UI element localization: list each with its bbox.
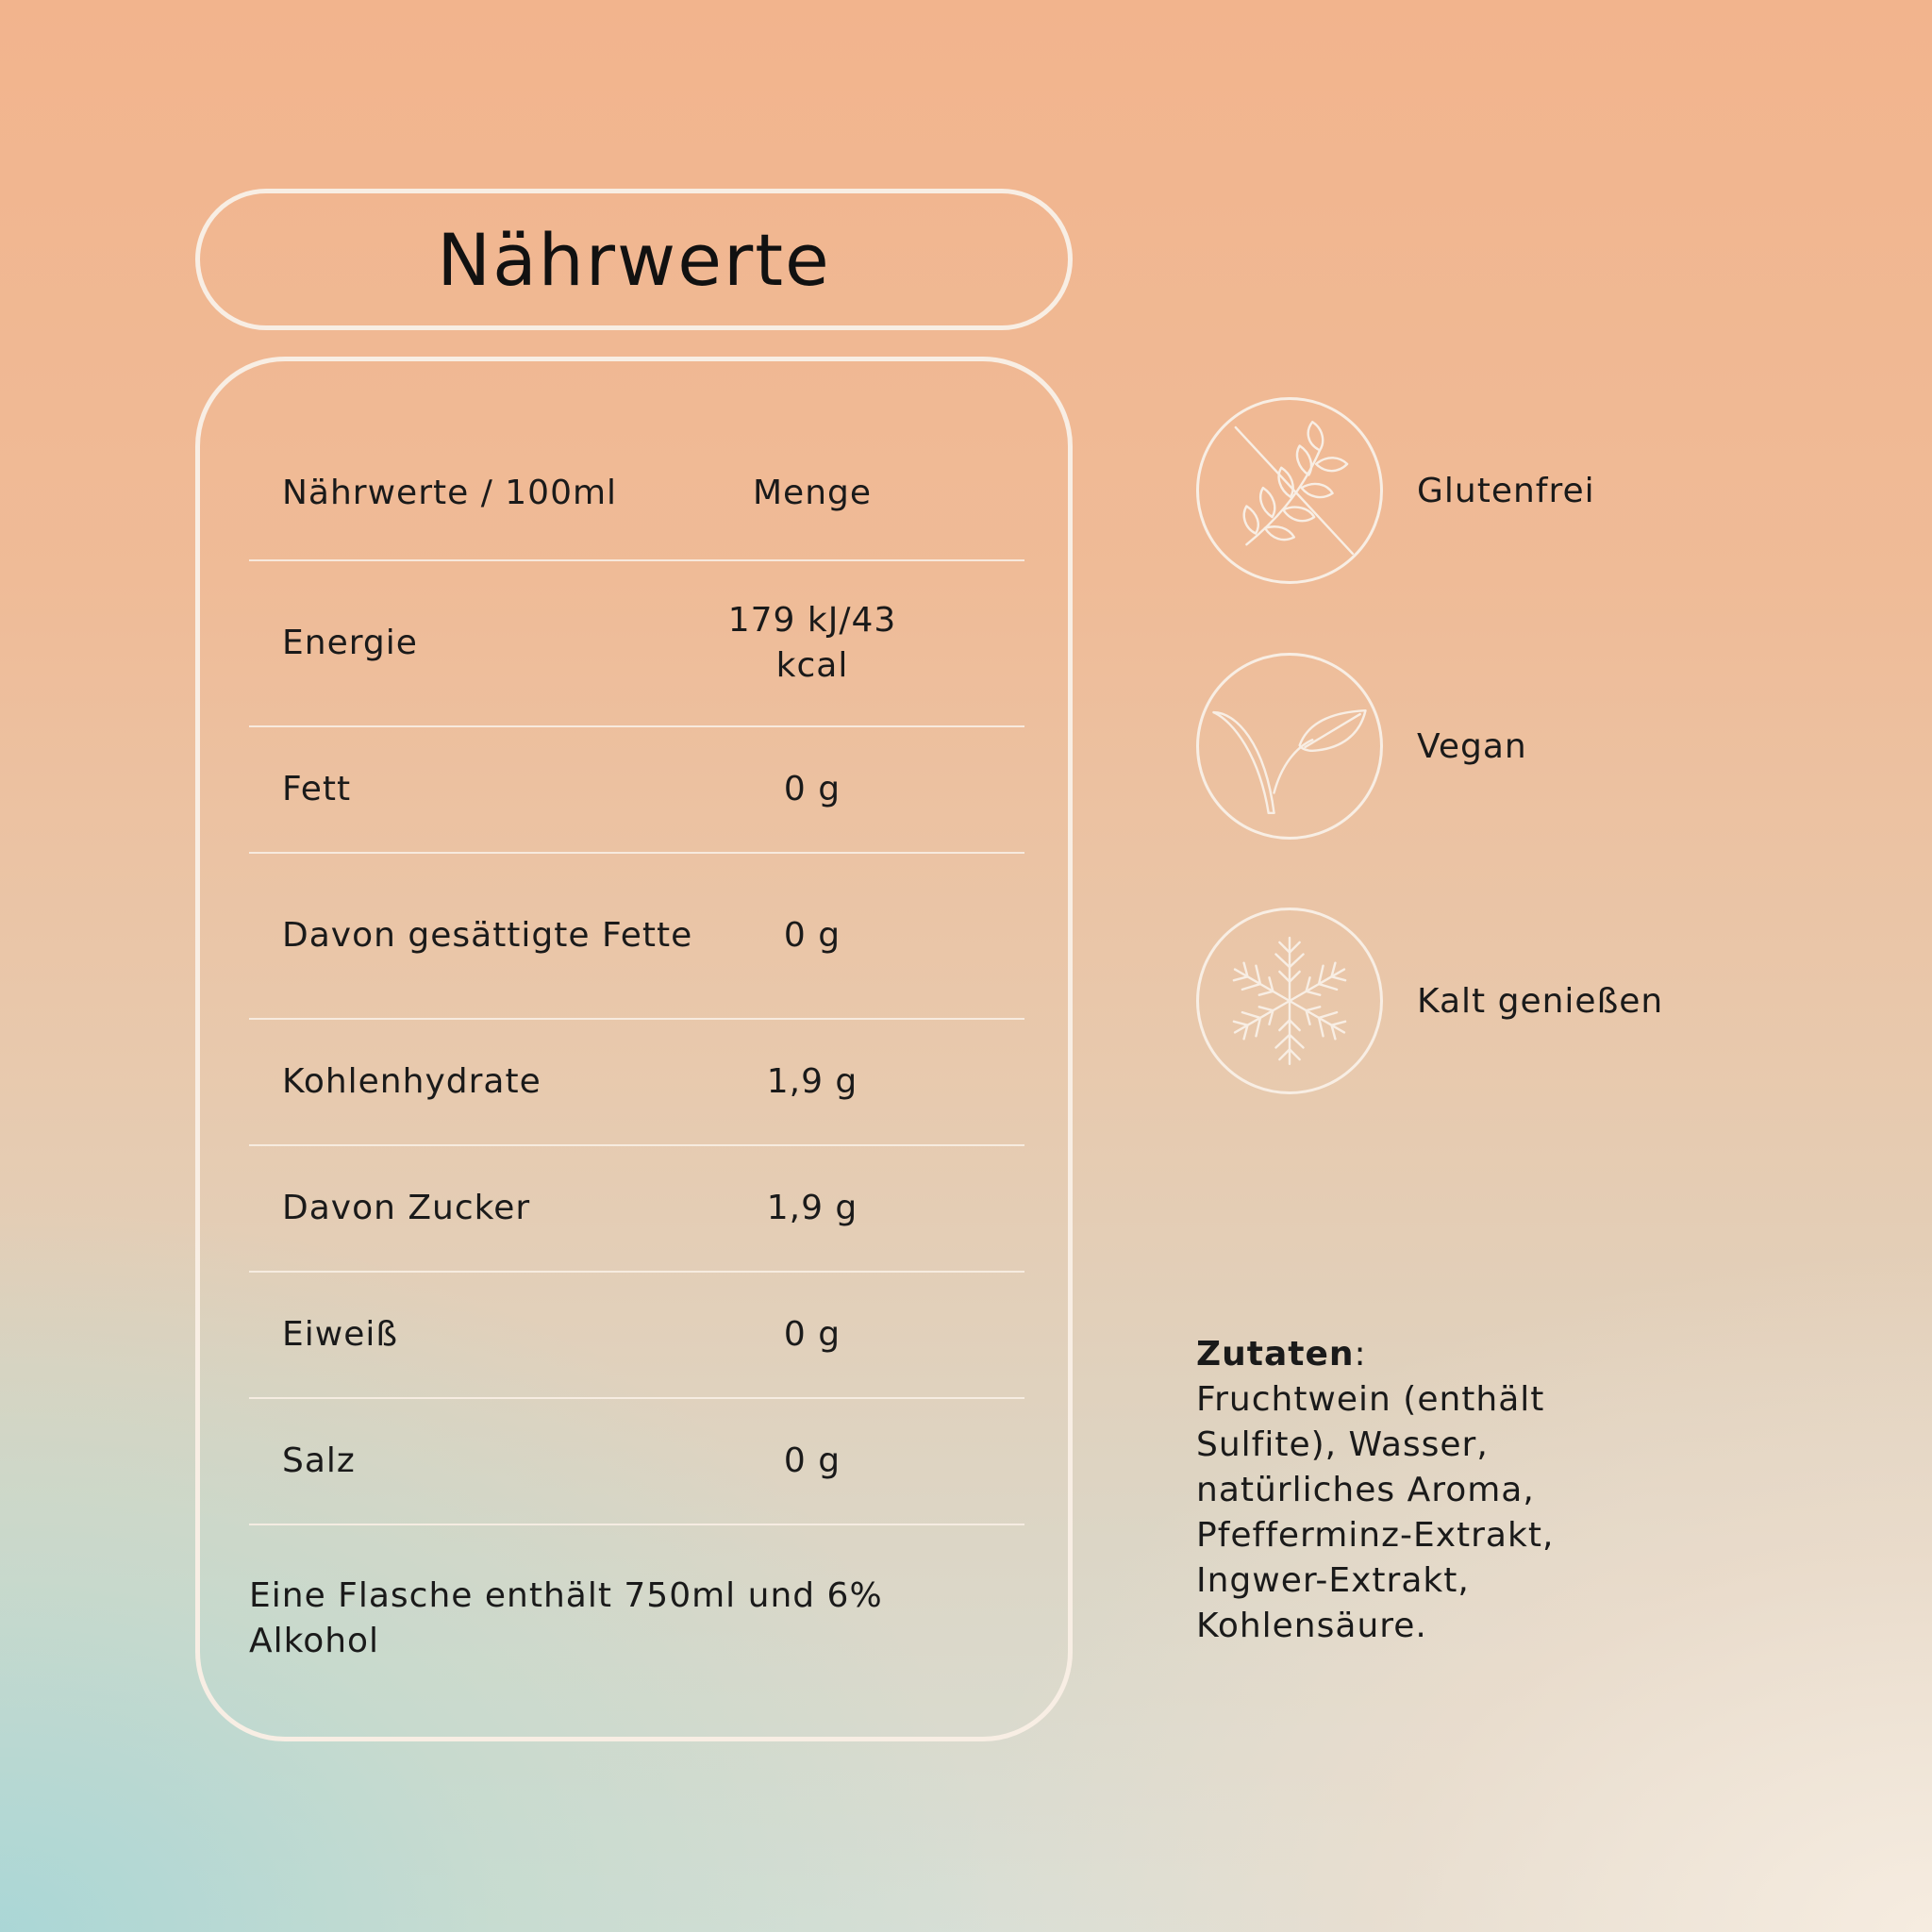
column-header-nutrient: Nährwerte / 100ml [282,474,618,512]
title-pill [195,189,1073,330]
table-row [249,1399,1024,1525]
nutrition-table [249,361,1024,1525]
nutrient-amount: 0 g [783,1315,841,1354]
table-row [249,561,1024,727]
badge-gluten-free [1196,397,1595,584]
badge-label: Glutenfrei [1417,471,1595,510]
badge-label: Kalt genießen [1417,981,1664,1021]
nutrient-amount: 0 g [783,1441,841,1480]
nutrient-name: Davon gesättigte Fette [282,916,693,955]
gluten-free-icon [1199,397,1380,584]
nutrient-name: Salz [282,1441,356,1480]
nutrient-amount: 1,9 g [766,1189,858,1227]
ingredients-block [1196,1332,1687,1649]
table-header-row [249,361,1024,561]
table-row [249,727,1024,854]
nutrient-amount: 0 g [783,770,841,808]
table-row [249,854,1024,1020]
bottle-footnote: Eine Flasche enthält 750ml und 6% Alkohol [249,1576,883,1660]
nutrient-name: Kohlenhydrate [282,1062,541,1101]
badge-vegan [1196,653,1527,840]
nutrient-name: Fett [282,770,352,808]
nutrient-amount: 1,9 g [766,1062,858,1101]
table-row [249,1146,1024,1273]
nutrient-amount: 179 kJ/43 kcal [727,601,897,685]
nutrient-name: Eiweiß [282,1315,399,1354]
badge-label: Vegan [1417,726,1527,766]
nutrient-name: Energie [282,624,418,662]
nutrient-amount: 0 g [783,916,841,955]
vegan-leaf-icon [1199,653,1380,840]
nutrition-table-card [195,357,1073,1741]
column-header-amount: Menge [752,474,873,512]
table-row [249,1020,1024,1146]
ingredients-separator: : [1354,1335,1367,1374]
table-row [249,1273,1024,1399]
snowflake-icon [1199,908,1380,1094]
ingredients-text: Fruchtwein (enthält Sulfite), Wasser, natürliches Aroma, Pfefferminz-Extrakt, Ingwer-Extrakt, Kohlensäure. [1196,1380,1555,1645]
page-title: Nährwerte [437,217,831,302]
badge-serve-cold [1196,908,1663,1094]
nutrient-name: Davon Zucker [282,1189,531,1227]
ingredients-heading: Zutaten [1196,1335,1355,1374]
